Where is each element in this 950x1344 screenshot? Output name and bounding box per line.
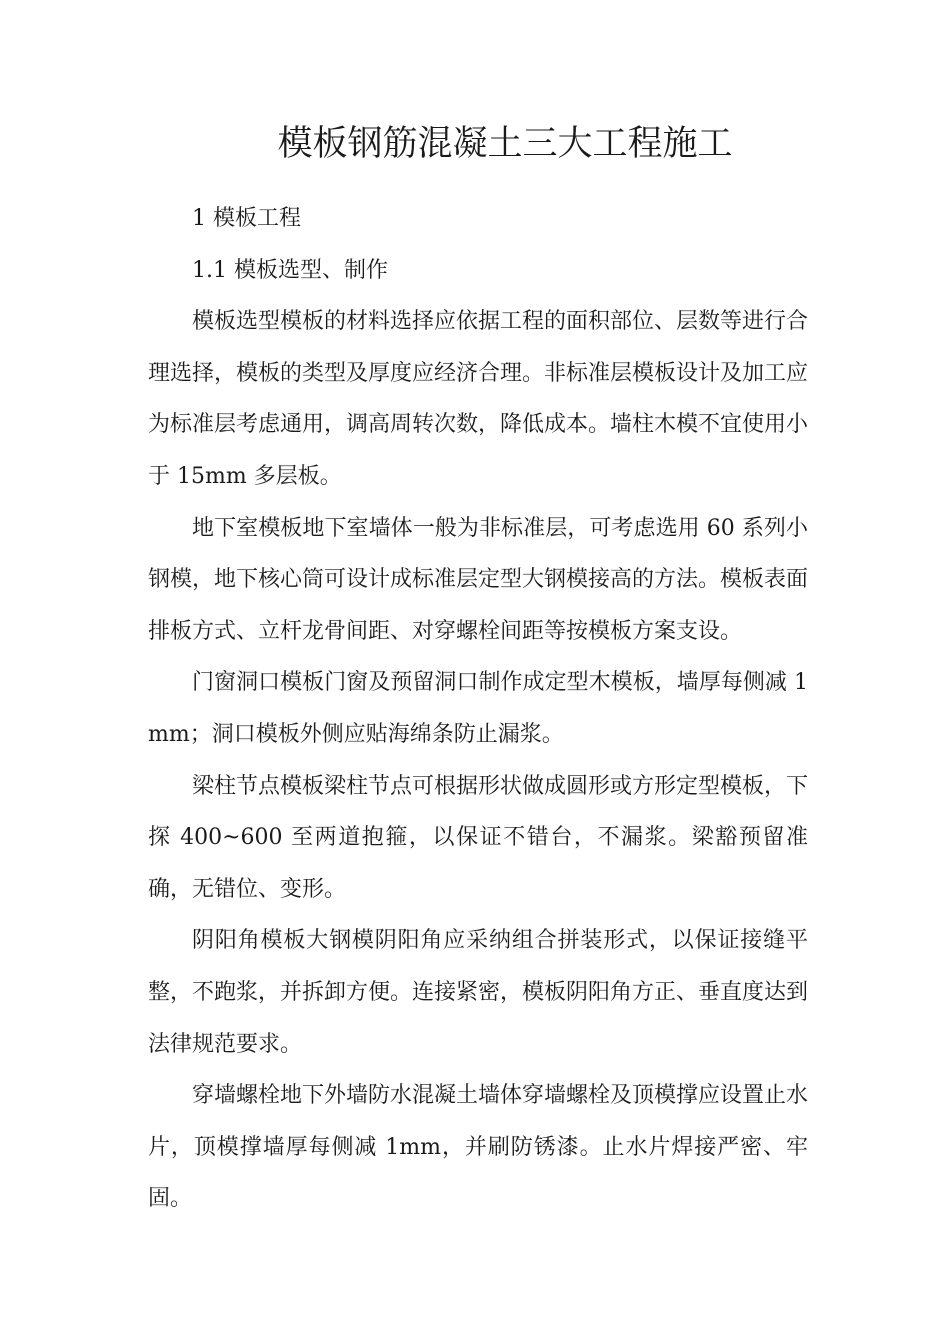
paragraph-basement-template: 地下室模板地下室墙体一般为非标准层，可考虑选用 60 系列小钢模，地下核心筒可设计成标准层定型大钢模接高的方法。模板表面排板方式、立杆龙骨间距、对穿螺栓间距等按模板方案支设。	[148, 515, 809, 644]
section-heading: 1 模板工程	[192, 206, 301, 231]
subsection-heading: 1.1 模板选型、制作	[192, 257, 388, 283]
document-body	[148, 193, 808, 1225]
paragraph-beam-column-template: 梁柱节点模板梁柱节点可根据形状做成圆形或方形定型模板，下探 400~600 至两道抱箍，以保证不错台，不漏浆。梁豁预留准确，无错位、变形。	[148, 773, 809, 902]
paragraph-template-selection: 模板选型模板的材料选择应依据工程的面积部位、层数等进行合理选择，模板的类型及厚度应经济合理。非标准层模板设计及加工应为标准层考虑通用，调高周转次数，降低成本。墙柱木模不宜使用小于 15mm 多层板。	[148, 309, 809, 489]
document-title: 模板钢筋混凝土三大工程施工	[277, 124, 733, 164]
paragraph-wall-bolt: 穿墙螺栓地下外墙防水混凝土墙体穿墙螺栓及顶模撑应设置止水片，顶模撑墙厚每侧减 1mm，并刷防锈漆。止水片焊接严密、牢固。	[148, 1083, 809, 1212]
paragraph-door-window-template: 门窗洞口模板门窗及预留洞口制作成定型木模板，墙厚每侧减 1mm；洞口模板外侧应贴海绵条防止漏浆。	[148, 670, 808, 747]
paragraph-corner-template: 阴阳角模板大钢模阴阳角应采纳组合拼装形式，以保证接缝平整，不跑浆，并拆卸方便。连接紧密，模板阴阳角方正、垂直度达到法律规范要求。	[148, 928, 809, 1057]
